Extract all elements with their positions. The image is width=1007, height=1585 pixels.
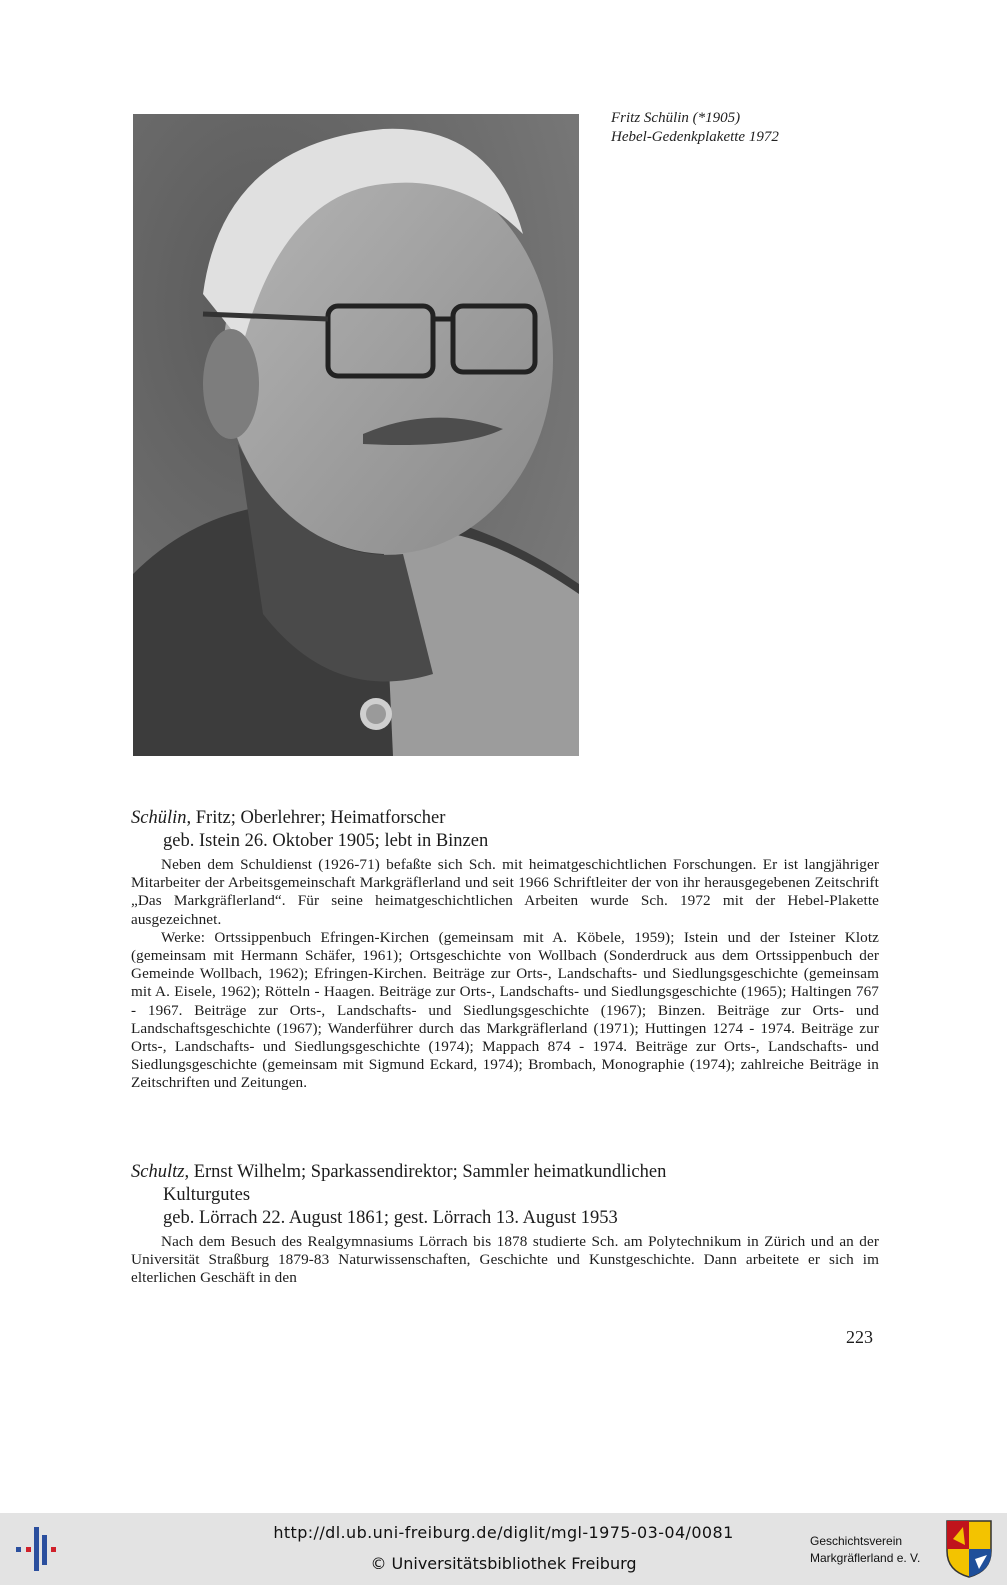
source-url[interactable]: http://dl.ub.uni-freiburg.de/diglit/mgl-1975-03-04/0081 (273, 1523, 734, 1542)
coat-of-arms-icon (945, 1519, 993, 1579)
portrait-illustration (133, 114, 579, 756)
entry-schultz (131, 1161, 879, 1288)
entry-dates: geb. Istein 26. Oktober 1905; lebt in Binzen (163, 831, 489, 851)
entry-heading-continued: Kulturgutes (163, 1185, 251, 1205)
entry-body (131, 1233, 879, 1288)
society-name-line1: Geschichtsverein (810, 1534, 903, 1548)
entry-surname: Schultz (131, 1162, 185, 1182)
entry-body (131, 856, 879, 1093)
entry-heading-rest: , Fritz; Oberlehrer; Heimatforscher (186, 808, 446, 828)
page-number: 223 (846, 1327, 873, 1347)
society-name (810, 1533, 940, 1567)
entry-heading (131, 807, 879, 830)
caption-name: Fritz Schülin (*1905) (611, 110, 741, 126)
footer-bar (0, 1513, 1007, 1585)
entry-paragraph: Nach dem Besuch des Realgymnasiums Lörrach bis 1878 studierte Sch. am Polytechnikum in Zürich und an der Universität Straßburg 1879-83 Naturwissenschaften, Geschichte und Kunstgeschichte. Dann arbeitete er sich im elterlichen Geschäft in den (131, 1233, 879, 1287)
photo-caption (611, 109, 911, 147)
society-name-line2: Markgräflerland e. V. (810, 1551, 921, 1565)
copyright-notice: © Universitätsbibliothek Freiburg (370, 1554, 637, 1573)
entry-dates: geb. Lörrach 22. August 1861; gest. Lörrach 13. August 1953 (163, 1208, 618, 1228)
entry-schuelin (131, 807, 879, 1093)
entry-works: Werke: Ortssippenbuch Efringen-Kirchen (gemeinsam mit A. Köbele, 1959); Istein und der Isteiner Klotz (gemeinsam mit Hermann Schäfer, 1961); Ortsgeschichte von Wollbach (Sonderdruck aus dem Ortssippenbuch der Gemeinde Wollbach, 1962); Efringen-Kirchen. Beiträge zur Orts-, Landschafts- und Siedlungsgeschichte (gemeinsam mit A. Eisele, 1962); Rötteln - Haagen. Beiträge zur Orts-, Landschafts- und Siedlungsgeschichte (1965); Haltingen 767 - 1967. Beiträge zur Orts-, Landschafts- und Siedlungsgeschichte (1967); Binzen. Beiträge zur Orts- und Landschaftsgeschichte (1967); Wanderführer durch das Markgräflerland (1971); Huttingen 1274 - 1974. Beiträge zur Orts-, Landschafts- und Siedlungsgeschichte (1974); Mappach 874 - 1974. Beiträge zur Orts-, Landschafts- und Siedlungsgeschichte (gemeinsam mit Sigmund Eckard, 1974); Brombach, Monographie (1974); zahlreiche Beiträge in Zeitschriften und Zeitungen. (131, 928, 879, 1092)
entry-paragraph: Neben dem Schuldienst (1926-71) befaßte sich Sch. mit heimatgeschichtlichen Forschungen. Er ist langjähriger Mitarbeiter der Arbeitsgemeinschaft Markgräflerland und seit 1966 Schriftleiter der von ihr herausgegebenen Zeitschrift „Das Markgräflerland“. Für seine heimatgeschichtlichen Arbeiten wurde Sch. 1972 mit der Hebel-Plakette ausgezeichnet. (131, 856, 879, 928)
portrait-photo (133, 114, 579, 756)
entry-heading-rest: , Ernst Wilhelm; Sparkassendirektor; Sammler heimatkundlichen (184, 1162, 667, 1182)
entry-heading (131, 1161, 879, 1184)
entry-surname: Schülin (131, 808, 187, 828)
caption-award: Hebel-Gedenkplakette 1972 (611, 129, 779, 145)
